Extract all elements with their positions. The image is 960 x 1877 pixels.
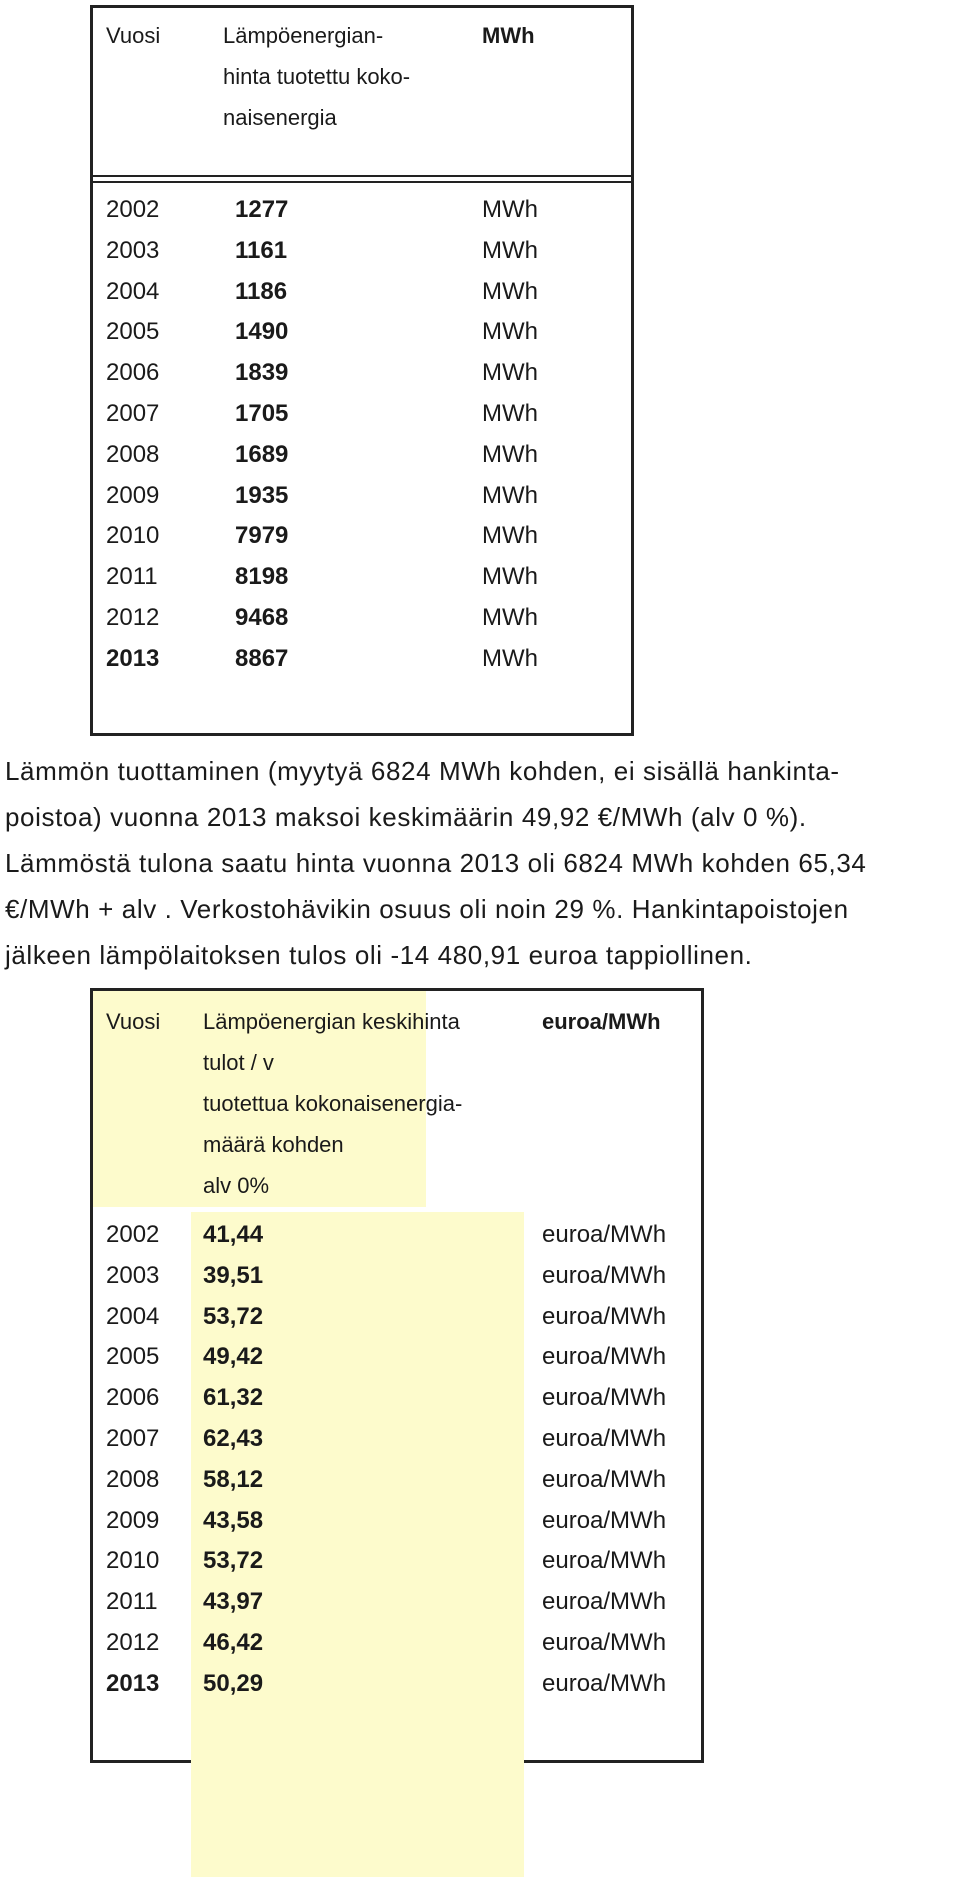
table-row xyxy=(93,391,631,437)
table-row xyxy=(93,1375,701,1421)
unit-cell: MWh xyxy=(482,236,538,264)
value-cell: 8198 xyxy=(235,563,289,591)
year-cell: 2007 xyxy=(106,1425,160,1452)
table-row xyxy=(93,432,631,478)
header-divider xyxy=(93,175,631,183)
unit-cell: euroa/MWh xyxy=(542,1465,667,1493)
unit-cell: euroa/MWh xyxy=(542,1384,667,1412)
table-row xyxy=(93,228,631,274)
value-cell: 43,58 xyxy=(203,1506,264,1534)
unit-cell: MWh xyxy=(482,277,538,305)
energy-production-table xyxy=(90,5,634,736)
value-cell: 46,42 xyxy=(203,1629,264,1656)
year-cell: 2005 xyxy=(106,1343,160,1371)
year-cell: 2007 xyxy=(106,400,160,427)
table-row xyxy=(93,269,631,315)
paragraph-line: €/MWh + alv . Verkostohävikin osuus oli noin 29 %. Hankintapoistojen xyxy=(5,894,849,924)
table-row xyxy=(93,1294,701,1340)
header-year: Vuosi xyxy=(106,23,161,48)
unit-cell: MWh xyxy=(482,400,538,427)
unit-cell: euroa/MWh xyxy=(542,1629,667,1656)
paragraph-line: Lämmöstä tulona saatu hinta vuonna 2013 oli 6824 MWh kohden 65,34 xyxy=(5,848,867,878)
value-cell: 1186 xyxy=(235,277,288,305)
unit-cell: MWh xyxy=(482,318,538,346)
value-cell: 61,32 xyxy=(203,1384,264,1412)
table-row xyxy=(93,554,631,600)
year-cell: 2005 xyxy=(106,318,160,346)
year-cell: 2013 xyxy=(106,1669,160,1697)
value-cell: 9468 xyxy=(235,604,289,631)
table-row xyxy=(93,636,631,682)
unit-cell: MWh xyxy=(482,481,538,509)
value-cell: 1839 xyxy=(235,359,289,387)
table-row xyxy=(93,1253,701,1299)
value-cell: 1705 xyxy=(235,400,289,427)
year-cell: 2002 xyxy=(106,1221,160,1248)
table-row xyxy=(93,350,631,396)
year-cell: 2010 xyxy=(106,522,160,550)
year-cell: 2006 xyxy=(106,1384,160,1412)
value-cell: 7979 xyxy=(235,522,289,550)
header-year: Vuosi xyxy=(106,1009,161,1034)
value-cell: 8867 xyxy=(235,644,289,672)
year-cell: 2003 xyxy=(106,1261,160,1289)
unit-cell: MWh xyxy=(482,440,538,468)
year-cell: 2011 xyxy=(106,563,158,591)
table-row xyxy=(93,1661,701,1707)
table-row xyxy=(93,473,631,519)
table-row xyxy=(93,1498,701,1544)
value-cell: 49,42 xyxy=(203,1343,264,1371)
value-cell: 1490 xyxy=(235,318,289,346)
unit-cell: MWh xyxy=(482,196,538,223)
unit-cell: MWh xyxy=(482,522,538,550)
table-row xyxy=(93,309,631,355)
header-description: Lämpöenergian- hinta tuotettu koko- naisenergia xyxy=(223,23,411,130)
value-cell: 53,72 xyxy=(203,1302,264,1330)
table-row xyxy=(93,1620,701,1666)
unit-cell: euroa/MWh xyxy=(542,1343,667,1371)
paragraph-line: jälkeen lämpölaitoksen tulos oli -14 480,91 euroa tappiollinen. xyxy=(5,940,753,970)
value-cell: 1935 xyxy=(235,481,289,509)
table-row xyxy=(93,513,631,559)
value-cell: 1161 xyxy=(235,236,288,264)
average-price-table xyxy=(90,988,704,1763)
year-cell: 2004 xyxy=(106,277,160,305)
unit-cell: euroa/MWh xyxy=(542,1302,667,1330)
table-row xyxy=(93,1579,701,1625)
value-cell: 53,72 xyxy=(203,1547,264,1575)
value-cell: 62,43 xyxy=(203,1425,264,1452)
year-cell: 2009 xyxy=(106,481,160,509)
paragraph-line: poistoa) vuonna 2013 maksoi keskimäärin 49,92 €/MWh (alv 0 %). xyxy=(5,802,807,832)
year-cell: 2012 xyxy=(106,604,160,631)
header-unit: euroa/MWh xyxy=(542,1009,661,1034)
unit-cell: MWh xyxy=(482,563,538,591)
paragraph-line: Lämmön tuottaminen (myytyä 6824 MWh kohden, ei sisällä hankinta- xyxy=(5,756,840,786)
year-cell: 2008 xyxy=(106,440,160,468)
table-row xyxy=(93,1416,701,1462)
table-row xyxy=(93,187,631,233)
unit-cell: euroa/MWh xyxy=(542,1425,667,1452)
value-cell: 58,12 xyxy=(203,1465,264,1493)
unit-cell: MWh xyxy=(482,604,538,631)
year-cell: 2011 xyxy=(106,1588,158,1616)
year-cell: 2006 xyxy=(106,359,160,387)
table-row xyxy=(93,1212,701,1258)
year-cell: 2004 xyxy=(106,1302,160,1330)
value-cell: 1689 xyxy=(235,440,289,468)
value-cell: 41,44 xyxy=(203,1221,264,1248)
header-description: Lämpöenergian keskihinta tulot / v tuotettua kokonaisenergia- määrä kohden alv 0% xyxy=(203,1009,463,1198)
unit-cell: euroa/MWh xyxy=(542,1261,667,1289)
year-cell: 2012 xyxy=(106,1629,160,1656)
year-cell: 2009 xyxy=(106,1506,160,1534)
year-cell: 2008 xyxy=(106,1465,160,1493)
table-row xyxy=(93,1334,701,1380)
year-cell: 2002 xyxy=(106,196,160,223)
unit-cell: MWh xyxy=(482,644,538,672)
unit-cell: MWh xyxy=(482,359,538,387)
year-cell: 2003 xyxy=(106,236,160,264)
value-cell: 50,29 xyxy=(203,1669,264,1697)
value-cell: 43,97 xyxy=(203,1588,264,1616)
summary-paragraph xyxy=(5,748,957,978)
value-cell: 39,51 xyxy=(203,1261,264,1289)
unit-cell: euroa/MWh xyxy=(542,1506,667,1534)
value-cell: 1277 xyxy=(235,196,289,223)
unit-cell: euroa/MWh xyxy=(542,1669,667,1697)
unit-cell: euroa/MWh xyxy=(542,1221,667,1248)
unit-cell: euroa/MWh xyxy=(542,1588,667,1616)
year-cell: 2013 xyxy=(106,644,160,672)
unit-cell: euroa/MWh xyxy=(542,1547,667,1575)
table-row xyxy=(93,595,631,641)
table-row xyxy=(93,1538,701,1584)
table-row xyxy=(93,1457,701,1503)
year-cell: 2010 xyxy=(106,1547,160,1575)
header-unit: MWh xyxy=(482,23,535,48)
